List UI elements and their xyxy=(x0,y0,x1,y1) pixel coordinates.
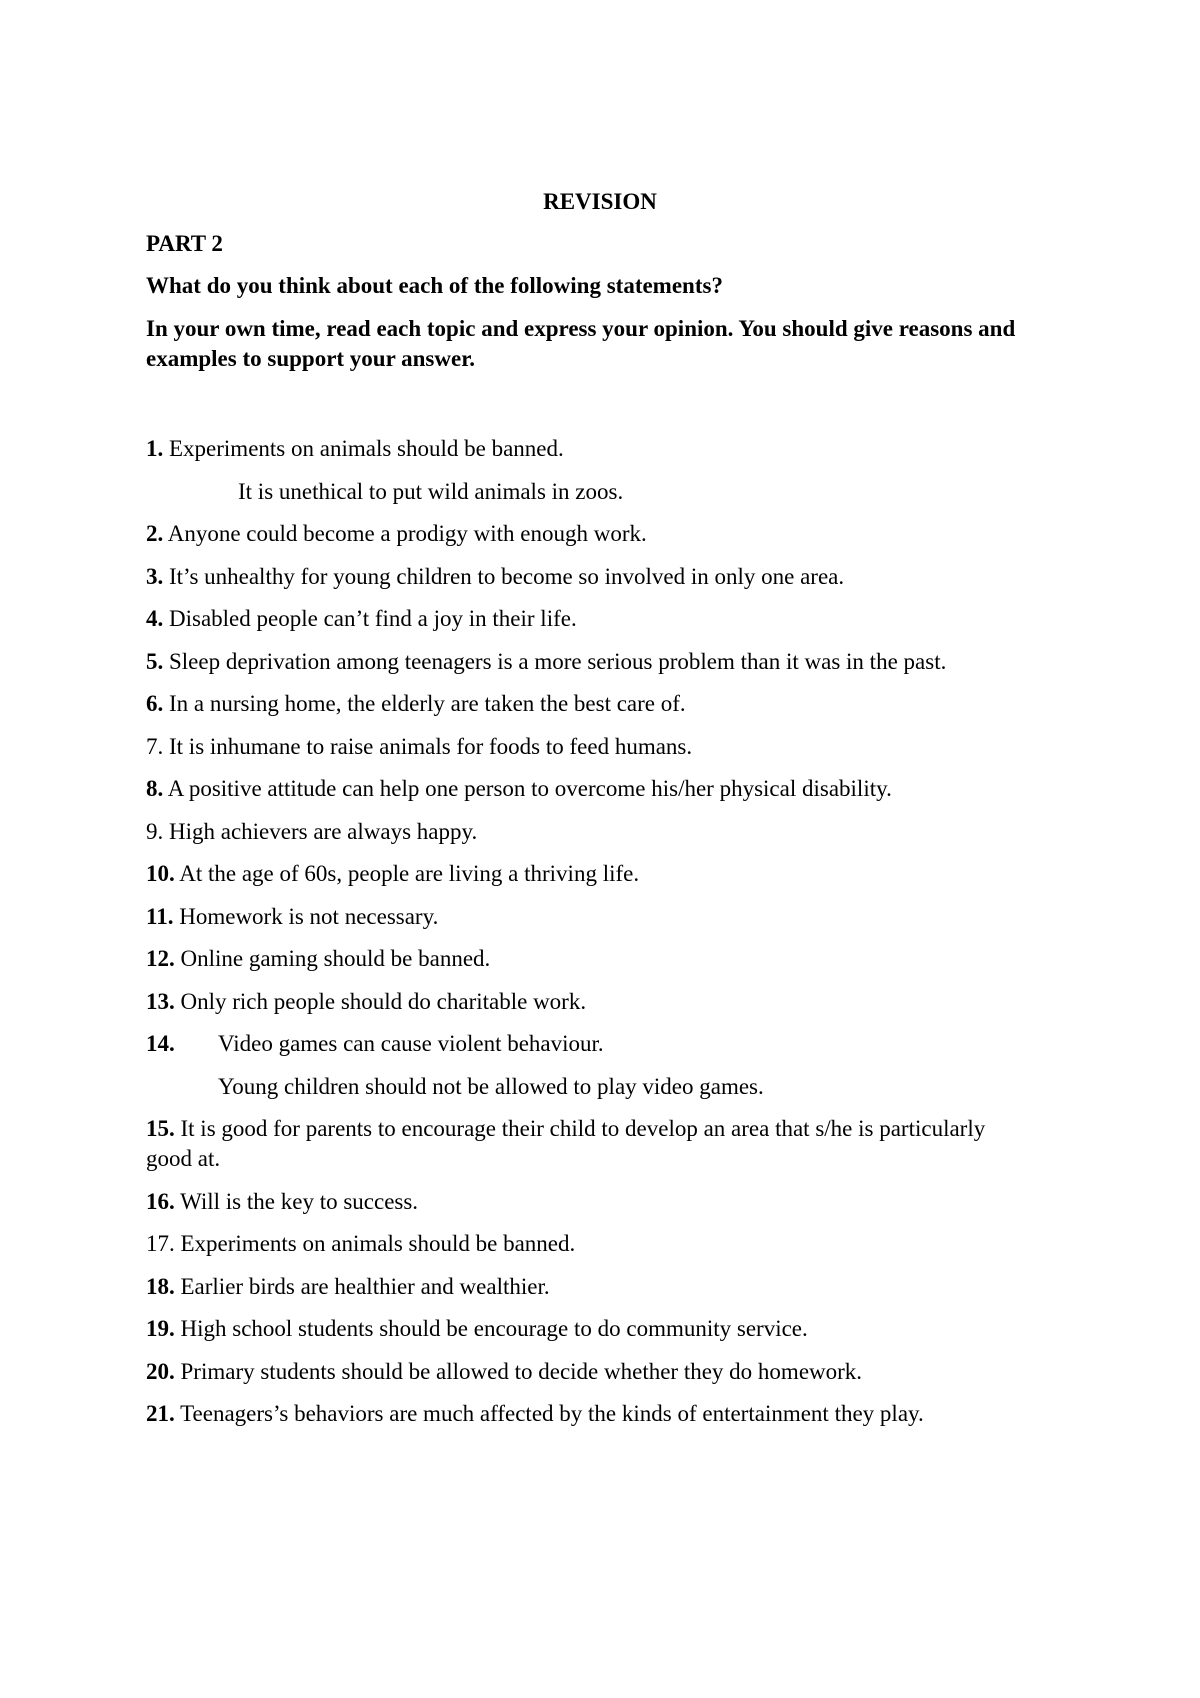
item-number: 15. xyxy=(146,1116,175,1141)
document-body xyxy=(146,230,1026,1442)
item-number: 7. xyxy=(146,733,164,759)
item-number: 6. xyxy=(146,691,164,716)
item-number: 13. xyxy=(146,988,175,1014)
item-text: Young children should not be allowed to play video games. xyxy=(218,1073,764,1099)
item-text: Online gaming should be banned. xyxy=(174,946,491,971)
item-text: Experiments on animals should be banned. xyxy=(174,1231,576,1256)
list-item-5 xyxy=(146,647,1026,677)
item-text: Anyone could become a prodigy with enough work. xyxy=(163,521,647,546)
item-text: Disabled people can’t find a joy in their life. xyxy=(163,606,577,631)
item-text: Experiments on animals should be banned. xyxy=(163,436,564,461)
item-text: Will is the key to success. xyxy=(174,1188,419,1214)
item-text: High school students should be encourage to do community service. xyxy=(174,1316,808,1341)
list-item-17 xyxy=(146,1229,1026,1259)
list-item-18 xyxy=(146,1272,1026,1302)
list-item-16 xyxy=(146,1187,1026,1217)
list-item-1 xyxy=(146,434,1026,464)
list-item-15 xyxy=(146,1114,1026,1174)
item-text: It is inhumane to raise animals for foods to feed humans. xyxy=(163,733,693,759)
item-text: In a nursing home, the elderly are taken the best care of. xyxy=(163,691,686,716)
item-text: Primary students should be allowed to decide whether they do homework. xyxy=(174,1358,863,1384)
question-heading: What do you think about each of the following statements? xyxy=(146,273,723,298)
item-text: High achievers are always happy. xyxy=(163,818,478,844)
item-number: 4. xyxy=(146,606,164,631)
list-item-19 xyxy=(146,1314,1026,1344)
item-number: 8. xyxy=(146,776,164,801)
instructions: In your own time, read each topic and express your opinion. You should give reasons and examples to support your answer. xyxy=(146,316,1016,371)
item-number: 19. xyxy=(146,1316,175,1341)
item-text: A positive attitude can help one person to overcome his/her physical disability. xyxy=(163,776,892,801)
list-item-13 xyxy=(146,987,1026,1017)
list-item-14 xyxy=(146,1029,1026,1059)
item-number: 20. xyxy=(146,1358,175,1384)
list-item-9 xyxy=(146,817,1026,847)
list-item-8 xyxy=(146,774,1026,804)
list-item-12 xyxy=(146,944,1026,974)
item-number: 9. xyxy=(146,818,164,844)
item-number: 14. xyxy=(146,1031,175,1056)
list-item-11 xyxy=(146,902,1026,932)
item-number: 18. xyxy=(146,1273,175,1299)
list-item-6 xyxy=(146,689,1026,719)
item-text: It’s unhealthy for young children to become so involved in only one area. xyxy=(163,563,845,589)
item-number: 10. xyxy=(146,861,175,886)
item-text: Homework is not necessary. xyxy=(173,903,439,929)
item-text: It is good for parents to encourage their child to develop an area that s/he is particularly good at. xyxy=(146,1116,986,1171)
item-text: Earlier birds are healthier and wealthier. xyxy=(174,1273,550,1299)
item-text: Teenagers’s behaviors are much affected by the kinds of entertainment they play. xyxy=(174,1401,924,1426)
list-item-2 xyxy=(146,519,1026,549)
item-number: 3. xyxy=(146,563,164,589)
part-heading: PART 2 xyxy=(146,231,223,256)
item-text: It is unethical to put wild animals in zoos. xyxy=(238,478,624,504)
item-text: Sleep deprivation among teenagers is a more serious problem than it was in the past. xyxy=(163,648,947,674)
list-item-1-sub xyxy=(146,477,1026,507)
item-number: 5. xyxy=(146,648,164,674)
statement-list xyxy=(146,434,1026,1429)
list-item-14-sub xyxy=(146,1072,1026,1102)
page-title: REVISION xyxy=(543,189,657,214)
list-item-10 xyxy=(146,859,1026,889)
item-text: Only rich people should do charitable work. xyxy=(174,988,587,1014)
item-number: 12. xyxy=(146,946,175,971)
item-number: 21. xyxy=(146,1401,175,1426)
item-number: 11. xyxy=(146,903,174,929)
item-number: 2. xyxy=(146,521,164,546)
item-number: 1. xyxy=(146,436,164,461)
item-number: 16. xyxy=(146,1188,175,1214)
item-number: 17. xyxy=(146,1231,175,1256)
item-text: At the age of 60s, people are living a thriving life. xyxy=(174,861,640,886)
list-item-3 xyxy=(146,562,1026,592)
list-item-21 xyxy=(146,1399,1026,1429)
list-item-20 xyxy=(146,1357,1026,1387)
item-text: Video games can cause violent behaviour. xyxy=(218,1031,604,1056)
list-item-7 xyxy=(146,732,1026,762)
list-item-4 xyxy=(146,604,1026,634)
